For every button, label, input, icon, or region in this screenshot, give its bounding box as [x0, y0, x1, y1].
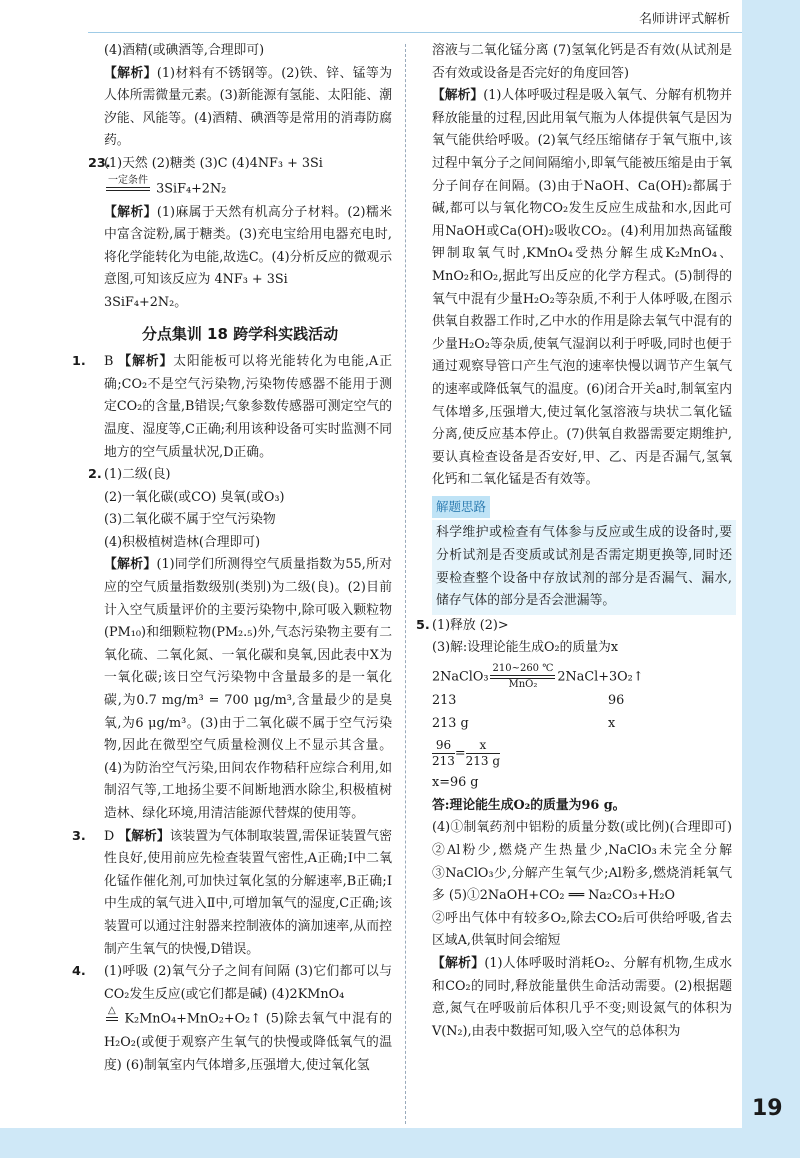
proportion: $\frac{96}{213}$ = $\frac{x}{213 g}$ [432, 738, 501, 769]
equation-line: △ K₂MnO₄+MnO₂+O₂↑ (5)除去氧气中混有的H₂O₂(或便于观察产生氧气的快慢或降低氧气的温度) (6)制氧室内气体增多,压强增大,使过氧化氢 [104, 1005, 392, 1073]
analysis-marker: 【解析】 [432, 88, 484, 104]
analysis-paragraph: 【解析】(1)人体呼吸时消耗O₂、分解有机物,生成水和CO₂的同时,释放能量供生命活动需要。(2)根据题意,氮气在呼吸前后体积几乎不变;则设氮气的体积为V(N₂),由表中数据可知,吸入空气的总体积为 [432, 955, 732, 1039]
answer-line: (2)一氧化碳(或CO) 臭氧(或O₃) [104, 489, 285, 505]
question-1: 1. B 【解析】太阳能板可以将光能转化为电能,A正确;CO₂不是空气污染物,污染物传感器不能用于测定CO₂的含量,B错误;气象参数传感器可测定空气的温度、湿度等,C正确;利用该种设备可实时监测不同地方的空气质量状况,D正确。 [72, 354, 392, 460]
answer-line: (4)①制氧药剂中铝粉的质量分数(或比例)(合理即可) ②Al粉少,燃烧产生热量少,NaClO₃未完全分解 ③NaClO₃少,分解产生氧气少;Al粉多,燃烧消耗氧气多 (5)①2NaOH+CO₂ ══ Na₂CO₃+H₂O [432, 820, 732, 904]
answer-line: (4)积极植树造林(合理即可) [104, 534, 261, 550]
analysis-marker: 【解析】 [104, 204, 157, 220]
solution-line: x=96 g [432, 775, 479, 791]
analysis-paragraph: 【解析】(1)材料有不锈钢等。(2)铁、锌、锰等为人体所需微量元素。(3)新能源有氢能、太阳能、潮汐能、风能等。(4)酒精、碘酒等是常用的消毒防腐药。 [104, 65, 392, 149]
question-4: 4. (1)呼吸 (2)氧气分子之间有间隔 (3)它们都可以与CO₂发生反应(或它们都是碱) (4)2KMnO₄ [72, 964, 392, 1002]
mass-ratio-row: 213 g x [432, 715, 616, 731]
question-3: 3. D 【解析】该装置为气体制取装置,需保证装置气密性良好,使用前应先检查装置气密性,A正确;Ⅰ中二氧化锰作催化剂,可加快过氧化氢的分解速率,B正确;Ⅰ中生成的氧气进入Ⅱ中,可增加氧气的湿度,C正确;该装置可以通过注射器来控制液体的滴加速率,从而控制产生氧气的快慢,D错误。 [72, 828, 392, 957]
analysis-marker: 【解析】 [432, 955, 485, 971]
chemical-equation: 2NaClO₃ 210~260 ℃ MnO₂ 2NaCl+3O₂↑ [432, 663, 644, 691]
equation-line: 一定条件 3SiF₄+2N₂ [88, 176, 392, 202]
reaction-condition: 一定条件 [108, 174, 148, 186]
question-23: 23.(1)天然 (2)糖类 (3)C (4)4NF₃ + 3Si [88, 155, 323, 171]
tip-box [416, 492, 732, 615]
answer-line: (3)二氧化碳不属于空气污染物 [104, 512, 276, 528]
side-band [742, 0, 800, 1158]
column-divider [405, 44, 406, 1124]
tip-text: 科学维护或检查有气体参与反应或生成的设备时,要分析试剂是否变质或试剂是否需定期更换等,同时还要检查整个设备中存放试剂的部分是否漏气、漏水,储存气体的部分是否会泄漏等。 [432, 520, 736, 614]
mass-ratio-row: 213 96 [432, 693, 625, 709]
page-number: 19 [752, 1096, 783, 1121]
answer-line: ②呼出气体中有较多O₂,除去CO₂后可供给呼吸,省去区域A,供氧时间会缩短 [432, 910, 732, 949]
analysis-marker: 【解析】 [118, 354, 174, 370]
answer-statement: 答:理论能生成O₂的质量为96 g。 [432, 797, 626, 813]
question-5: 5. (1)释放 (2)> [416, 617, 509, 633]
bottom-band [0, 1128, 800, 1158]
analysis-marker: 【解析】 [118, 828, 170, 844]
tip-label: 解题思路 [432, 496, 490, 519]
analysis-marker: 【解析】 [104, 557, 157, 573]
page-header-title: 名师讲评式解析 [638, 12, 730, 27]
analysis-paragraph: 【解析】(1)麻属于天然有机高分子材料。(2)糯米中富含淀粉,属于糖类。(3)充电宝给用电器充电时,将化学能转化为电能,故选C。(4)分析反应的微观示意图,可知该反应为 4NF₃ + 3Si [104, 204, 392, 288]
analysis-paragraph: 【解析】(1)人体呼吸过程是吸入氧气、分解有机物并释放能量的过程,因此用氧气瓶为人体提供氧气是因为氧气能供给呼吸。(2)氧气经压缩储存于氧气瓶中,该过程中氧分子之间间隔缩小,即氧气能被压缩是由于氧分子间存在间隔。(3)由于NaOH、Ca(OH)₂都属于碱,都可以与氧化物CO₂发生反应生成盐和水,因此可用NaOH或Ca(OH)₂吸收CO₂。(4)利用加热高锰酸钾制取氧气时,KMnO₄受热分解生成K₂MnO₄、MnO₂和O₂,据此写出反应的化学方程式。(5)制得的氧气中混有少量H₂O₂等杂质,不利于人体呼吸,在图示供氧自救器工作时,乙中水的作用是除去氧气中混有的少量H₂O₂等杂质,使氧气湿润以利于呼吸,同时也便于通过观察导管口产生气泡的速率快慢以调节产生氧气的速率或降低氧气的温度。(6)闭合开关a时,制氧室内气体增多,压强增大,使过氧化氢溶液与块状二氧化锰分离,使反应基本停止。(7)供氧自救器需要定期维护,要认真检查设备是否安好,甲、乙、丙是否漏气,氢氧化钙和二氧化锰是否有效等。 [432, 88, 732, 488]
question-2: 2. (1)二级(良) [88, 467, 171, 483]
answer-line: 溶液与二氧化锰分离 (7)氢氧化钙是否有效(从试剂是否有效或设备是否完好的角度回答) [432, 43, 732, 81]
reaction-condition: △ [108, 1005, 116, 1017]
solution-line: (3)解:设理论能生成O₂的质量为x [432, 640, 619, 656]
answer-line: (4)酒精(或碘酒等,合理即可) [104, 43, 265, 58]
left-column [72, 40, 393, 1078]
section-heading: 分点集训 18 跨学科实践活动 [141, 324, 339, 343]
equation-line: 3SiF₄+2N₂。 [104, 294, 187, 310]
analysis-marker: 【解析】 [104, 65, 157, 81]
right-column [416, 40, 732, 1043]
analysis-paragraph: 【解析】(1)同学们所测得空气质量指数为55,所对应的空气质量指数级别(类别)为二级(良)。(2)目前计入空气质量评价的主要污染物中,除可吸入颗粒物(PM₁₀)和细颗粒物(PM₂.₅)外,气态污染物主要有二氧化硫、二氧化氮、一氧化碳和臭氧,因此表中X为一氧化碳;该日空气污染物中含量最多的是一氧化碳,为0.7 mg/m³ = 700 μg/m³,含量最少的是臭氧,为6 μg/m³。(3)由于二氧化碳不属于空气污染物,因此在微型空气质量检测仪上不显示其含量。(4)为防治空气污染,田间农作物秸秆应综合利用,如制沼气等,工地扬尘要不间断地洒水除尘,积极植树造林、绿化环境,用清洁能源代替煤的使用等。 [104, 557, 393, 821]
header-rule [88, 32, 742, 33]
